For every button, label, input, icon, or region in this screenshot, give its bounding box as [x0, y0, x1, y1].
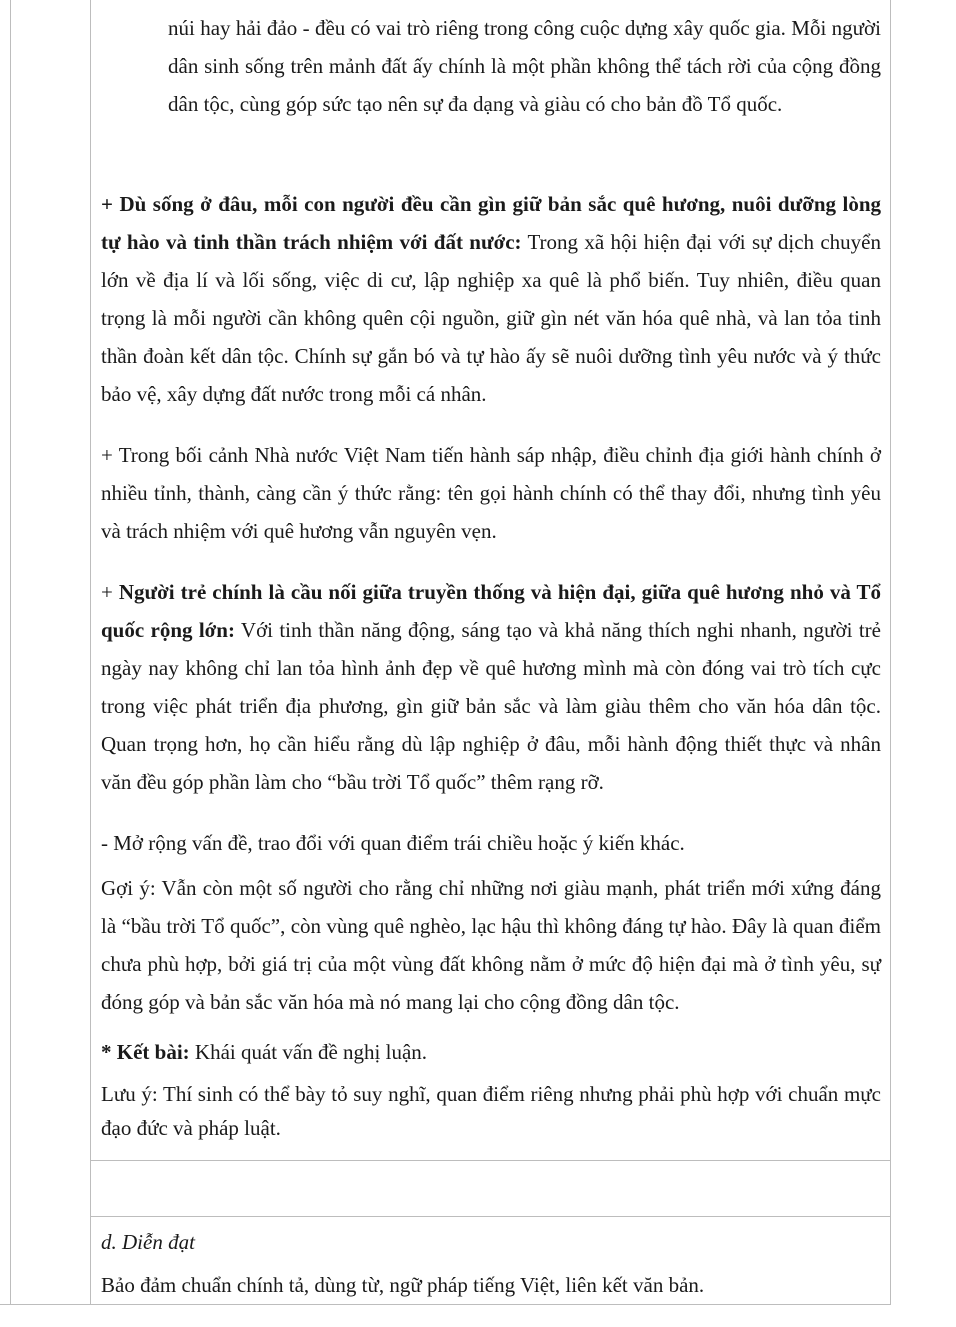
bold-heading: + Dù sống ở đâu, mỗi con người đều cần gìn giữ bản sắc quê hương, nuôi dưỡng lòng tự hào và tinh thần trách nhiệm với đất nước: — [101, 192, 881, 254]
paragraph-conclusion — [101, 1033, 881, 1071]
bold-heading: * Kết bài: — [101, 1040, 190, 1064]
paragraph-suggestion: Gợi ý: Vẫn còn một số người cho rằng chỉ những nơi giàu mạnh, phát triển mới xứng đáng là “bầu trời Tổ quốc”, còn vùng quê nghèo, lạc hậu thì không đáng tự hào. Đây là quan điểm chưa phù hợp, bởi giá trị của một vùng đất không nằm ở mức độ hiện đại mà ở tình yêu, sự đóng góp và bản sắc văn hóa mà nó mang lại cho cộng đồng dân tộc. — [101, 876, 881, 1014]
bold-heading: Người trẻ chính là cầu nối giữa truyền thống và hiện đại, giữa quê hương nhỏ và Tổ quốc rộng lớn: — [101, 580, 882, 642]
body-text: Khái quát vấn đề nghị luận. — [189, 1040, 428, 1064]
table-row-divider — [90, 1160, 891, 1161]
table-right-border — [890, 0, 891, 1304]
plus-mark: + — [101, 580, 119, 604]
body-text: Trong xã hội hiện đại với sự dịch chuyển lớn về địa lí và lối sống, việc di cư, lập nghiệp xa quê là phổ biến. Tuy nhiên, điều quan trọng là mỗi người cần không quên cội nguồn, giữ gìn nét văn hóa quê nhà, và lan tỏa tinh thần đoàn kết dân tộc. Chính sự gắn bó và tự hào ấy sẽ nuôi dưỡng tình yêu nước và ý thức bảo vệ, xây dựng đất nước trong mỗi cá nhân. — [101, 230, 881, 406]
italic-heading: d. Diễn đạt — [101, 1230, 195, 1254]
section-heading-expression — [101, 1223, 881, 1261]
paragraph-youth-bridge — [101, 573, 881, 801]
table-row-divider — [90, 1216, 891, 1217]
paragraph-expand-issue: - Mở rộng vấn đề, trao đổi với quan điểm trái chiều hoặc ý kiến khác. — [101, 831, 685, 855]
table-left-border — [10, 0, 11, 1304]
paragraph-administrative-merger: + Trong bối cảnh Nhà nước Việt Nam tiến hành sáp nhập, điều chỉnh địa giới hành chính ở nhiều tỉnh, thành, càng cần ý thức rằng: tên gọi hành chính có thể thay đổi, nhưng tình yêu và trách nhiệm với quê hương vẫn nguyên vẹn. — [101, 443, 881, 543]
paragraph-regional-role: núi hay hải đảo - đều có vai trò riêng trong công cuộc dựng xây quốc gia. Mỗi người dân sinh sống trên mảnh đất ấy chính là một phần không thể tách rời của cộng đồng dân tộc, cùng góp sức tạo nên sự đa dạng và giàu có cho bản đồ Tổ quốc. — [168, 16, 881, 116]
paragraph-preserve-identity — [101, 185, 881, 413]
table-bottom-border — [0, 1304, 891, 1305]
paragraph-note: Lưu ý: Thí sinh có thể bày tỏ suy nghĩ, quan điểm riêng nhưng phải phù hợp với chuẩn mực đạo đức và pháp luật. — [101, 1082, 881, 1140]
body-text: Với tinh thần năng động, sáng tạo và khả năng thích nghi nhanh, người trẻ ngày nay không chỉ lan tỏa hình ảnh đẹp về quê hương mình mà còn đóng vai trò tích cực trong việc phát triển địa phương, gìn giữ bản sắc và làm giàu thêm cho văn hóa dân tộc. Quan trọng hơn, họ cần hiểu rằng dù lập nghiệp ở đâu, mỗi hành động thiết thực và nhân văn đều góp phần làm cho “bầu trời Tổ quốc” thêm rạng rỡ. — [101, 618, 881, 794]
paragraph-expression-criteria: Bảo đảm chuẩn chính tả, dùng từ, ngữ pháp tiếng Việt, liên kết văn bản. — [101, 1273, 705, 1297]
table-column-divider — [90, 0, 91, 1304]
